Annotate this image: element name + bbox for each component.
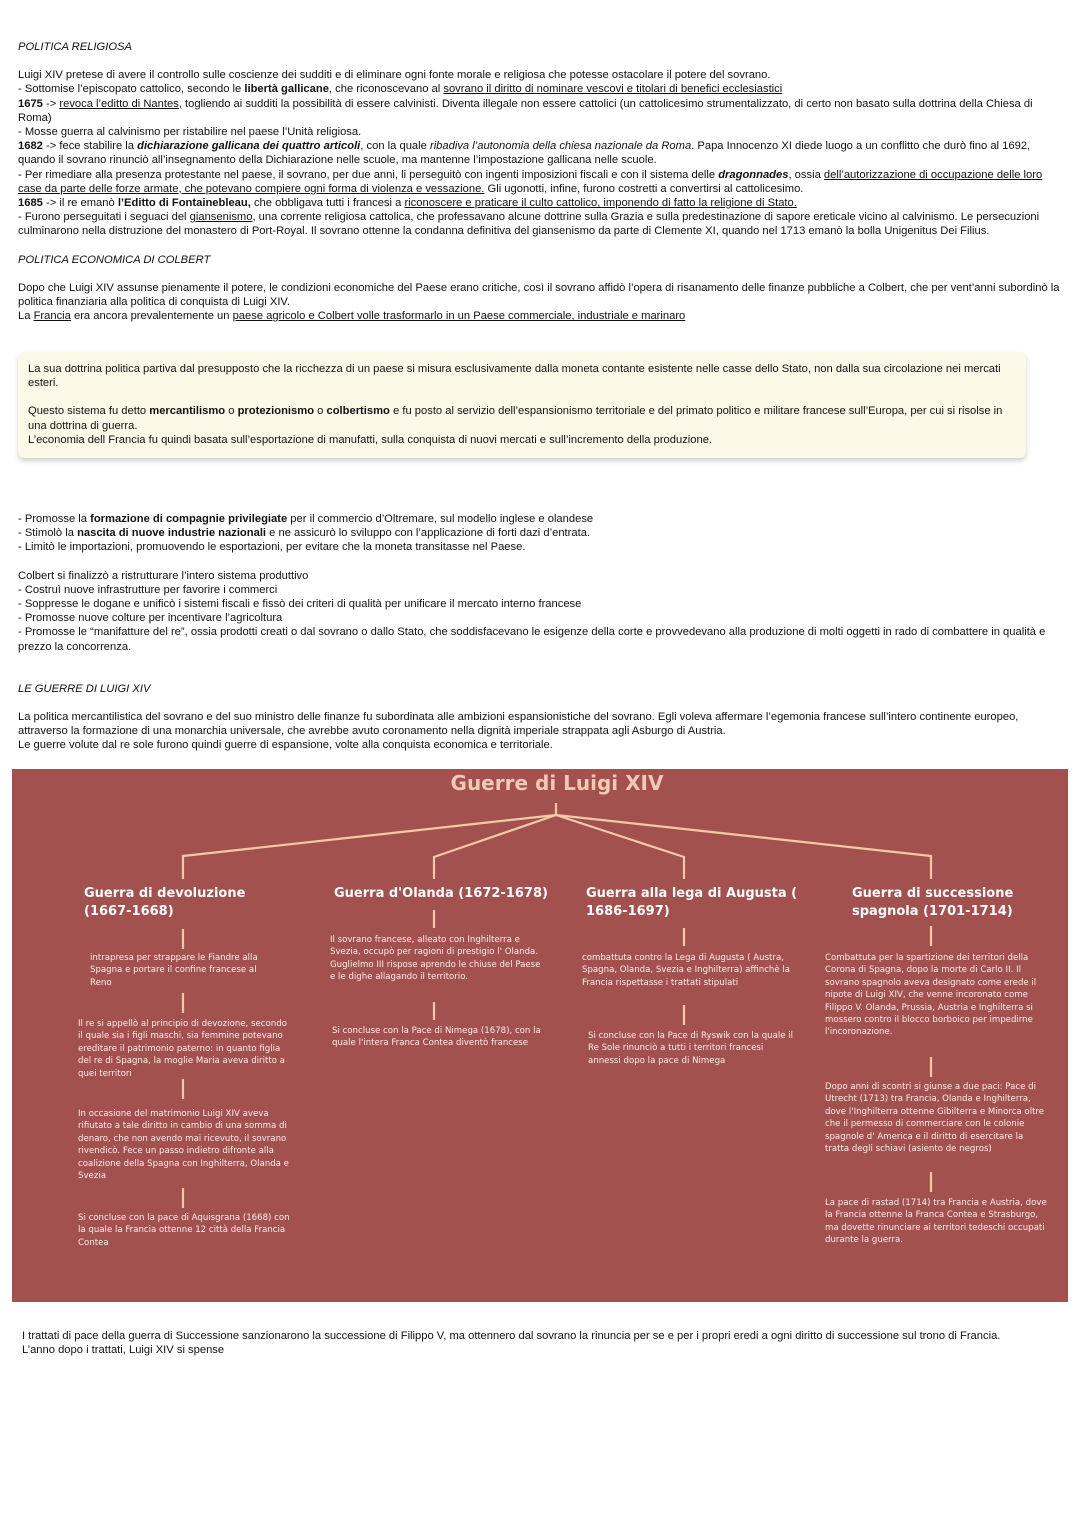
war-spanish-succession-note-1: Combattuta per la spartizione dei territori della Corona di Spagna, dopo la morte di Carlo II. Il sovrano spagnolo aveva designato come erede il nipote di Luigi XIV, che venne incoronato come Filippo V. Olanda, Prussia, Austria e Inghilterra si mossero contro il blocco borboico per impedirne l'incoronazione. [825,953,1037,1038]
war-devolution-note-4: Si concluse con la pace di Aquisgrana (1668) con la quale la Francia ottenne 12 città della Francia Contea [78,1213,290,1248]
economic-france: La Francia era ancora prevalentemente un paese agricolo e Colbert volle trasformarlo in un Paese commerciale, industriale e marinaro [18,310,686,323]
closing-section [22,1329,1068,1357]
religious-point-1685: 1685 -> il re emanò l’Editto di Fontainebleau, che obbligava tutti i francesi a riconoscere e praticare il culto cattolico, imponendo di fatto la religione di Stato. [18,197,797,210]
measure-industries: - Stimolò la nascita di nuove industrie nazionali e ne assicurò lo sviluppo con l’applicazione di forti dazi d’entrata. [18,527,591,540]
war-holland-title: Guerra d'Olanda (1672-1678) [334,886,548,901]
war-devolution-note-3: In occasione del matrimonio Luigi XIV aveva rifiutato a tale diritto in cambio di una somma di denaro, che non avendo mai ricevuto, il sovrano rivendicò. Fece un passo indietro difronte alla coalizione della Spagna con Inghilterra, Olanda e Svezia [78,1109,289,1182]
war-devolution-note-2: Il re si appellò al principio di devozione, secondo il quale sia i figli maschi, sia femmine potevano ereditare il patrimonio paterno: in quanto figlia del re di Spagna, la moglie Maria aveva diritto a quei territori [78,1019,287,1079]
system-item-2: - Soppresse le dogane e unificò i sistemi fiscali e fissò dei criteri di qualità per unificare il mercato interno francese [18,598,582,611]
measure-imports: - Limitò le importazioni, promuovendo le esportazioni, per evitare che la moneta transitasse nel Paese. [18,541,526,554]
system-item-3: - Promosse nuove colture per incentivare l’agricoltura [18,612,283,625]
religious-point-1682: 1682 -> fece stabilire la dichiarazione gallicana dei quattro articoli, con la quale ribadiva l’autonomia della chiesa nazionale da Roma. Papa Innocenzo XI diede luogo a un conflitto che durò fino al 1692, quando il sovrano rinunciò all’insegnamento della Dichiarazione nelle scuole, ma mantenne l’impostazione gallicana nelle scuole. [18,140,1031,167]
mercantilism-callout [18,352,1026,458]
section-title-wars: LE GUERRE DI LUIGI XIV [18,682,151,695]
wars-paragraph-1: La politica mercantilistica del sovrano e del suo ministro delle finanze fu subordinata alle ambizioni espansionistiche del sovrano. Egli voleva affermare l’egemonia francese sull’intero continente europeo, attraverso la formazione di una monarchia universale, che avrebbe avuto coronamento nella dignità imperiale strappata agli Asburgo di Austria. [18,711,1019,738]
section-title-economic: POLITICA ECONOMICA DI COLBERT [18,253,211,266]
colbert-measures [18,512,1064,753]
war-holland-note-1: Il sovrano francese, alleato con Inghilterra e Svezia, occupò per ragioni di prestigio l' Olanda. Guglielmo III rispose aprendo le chiuse del Paese e le dighe allagando il territorio. [330,935,541,983]
war-spanish-succession-note-2: Dopo anni di scontri si giunse a due paci: Pace di Utrecht (1713) tra Francia, Olanda e Inghilterra, dove l'Inghilterra ottenne Gibilterra e Minorca oltre che il permesso di commerciare con le colonie spagnole d' America e il diritto di esercitare la tratta degli schiavi (asiento de negros) [825,1082,1045,1155]
war-spanish-succession-title: Guerra di successione spagnola (1701-1714) [852,886,1014,919]
system-item-4: - Promosse le “manifatture del re”, ossia prodotti creati o dal sovrano o dallo Stato, che soddisfacevano le esigenze della corte e provvedevano alla produzione di molti oggetti in rado di combattere in qualità e prezzo la concorrenza. [18,626,1046,653]
war-devolution-note-1: intrapresa per strappare le Fiandre alla Spagna e portare il confine francese al Reno [90,953,258,988]
system-intro: Colbert si finalizzò a ristrutturare l’intero sistema produttivo [18,569,309,582]
religious-point-1: - Sottomise l’episcopato cattolico, secondo le libertà gallicane, che riconoscevano al sovrano il diritto di nominare vescovi e titolari di benefici ecclesiastici [18,83,783,96]
wars-diagram [12,769,1068,1302]
war-devolution-title: Guerra di devoluzione (1667-1668) [84,886,246,919]
war-augusta-note-2: Si concluse con la Pace di Ryswik con la quale il Re Sole rinunciò a tutti i territori francesi annessi dopo la pace di Nimega [588,1031,794,1066]
war-spanish-succession-note-3: La pace di rastad (1714) tra Francia e Austria, dove la Francia ottenne la Franca Contea e Strasburgo, ma dovette rinunciare ai territori tedeschi occupati durante la guerra. [825,1198,1047,1246]
closing-paragraph-1: I trattati di pace della guerra di Successione sanzionarono la successione di Filippo V, ma ottennero dal sovrano la rinuncia per se e per i propri eredi a ogni diritto di successione sul trono di Francia. [22,1330,1001,1342]
religious-intro: Luigi XIV pretese di avere il controllo sulle coscienze dei sudditi e di eliminare ogni fonte morale e religiosa che potesse ostacolare il potere del sovrano. [18,69,771,82]
callout-paragraph-2: Questo sistema fu detto mercantilismo o protezionismo o colbertismo e fu posto al servizio dell’espansionismo territoriale e del primato politico e militare francese sull’Europa, per cui si risolse in una dottrina di guerra. [28,405,1003,432]
religious-point-3: - Mosse guerra al calvinismo per ristabilire nel paese l’Unità religiosa. [18,126,362,139]
callout-paragraph-1: La sua dottrina politica partiva dal presupposto che la ricchezza di un paese si misura esclusivamente dalla moneta contante esistente nelle casse dello Stato, non dalla sua circolazione nei mercati esteri. [28,363,1001,390]
section-title-religious: POLITICA RELIGIOSA [18,41,132,53]
economic-intro: Dopo che Luigi XIV assunse pienamente il potere, le condizioni economiche del Paese erano critiche, così il sovrano affidò l’opera di risanamento delle finanze pubbliche a Colbert, che per vent’anni subordinò la politica finanziaria alla politica di conquista di Luigi XIV. [18,281,1060,309]
diagram-title: Guerre di Luigi XIV [450,771,664,795]
closing-paragraph-2: L’anno dopo i trattati, Luigi XIV si spense [22,1344,225,1357]
callout-paragraph-3: L’economia dell Francia fu quindi basata sull’esportazione di manufatti, sulla conquista di nuovi mercati e sull’incremento della produzione. [28,433,713,446]
war-augusta-title: Guerra alla lega di Augusta ( 1686-1697) [586,886,798,919]
religious-point-jansenism: - Furono perseguitati i seguaci del giansenismo, una corrente religiosa cattolica, che professavano alcune dottrine sulla Grazia e sulla predestinazione di sapore ereticale vicino al calvinismo. Le persecuzioni culminarono nella distruzione del monastero di Port-Royal. Il sovrano ottenne la condanna definitiva del giansenismo da parte di Clemente XI, quando nel 1713 emanò la bolla Unigenitus Dei Filius. [18,211,1040,238]
war-holland-note-2: Si concluse con la Pace di Nimega (1678), con la quale l'intera Franca Contea diventò francese [332,1026,541,1049]
measure-companies: - Promosse la formazione di compagnie privilegiate per il commercio d’Oltremare, sul modello inglese e olandese [18,513,594,525]
religious-section [18,40,1064,323]
religious-point-1675: 1675 -> revoca l’editto di Nantes, togliendo ai sudditi la possibilità di essere calvinisti. Diventa illegale non essere cattolici (un cattolicesimo strumentalizzato, di certo non basato sulla dottrina della Chiesa di Roma) [18,97,1033,124]
wars-paragraph-2: Le guerre volute dal re sole furono quindi guerre di espansione, volte alla conquista economica e territoriale. [18,739,553,752]
war-augusta-note-1: combattuta contro la Lega di Augusta ( Austra, Spagna, Olanda, Svezia e Inghilterra) affinchè la Francia rispettasse i trattati stipulati [582,953,791,988]
system-item-1: - Costruì nuove infrastrutture per favorire i commerci [18,583,278,596]
religious-point-dragonnades: - Per rimediare alla presenza protestante nel paese, il sovrano, per due anni, li perseguitò con ingenti imposizioni fiscali e con il sistema delle dragonnades, ossia dell’autorizzazione di occupazione delle loro case da parte delle forze armate, che potevano compiere ogni forma di violenza e vessazione. Gli ugonotti, infine, furono costretti a convertirsi al cattolicesimo. [18,168,1043,195]
